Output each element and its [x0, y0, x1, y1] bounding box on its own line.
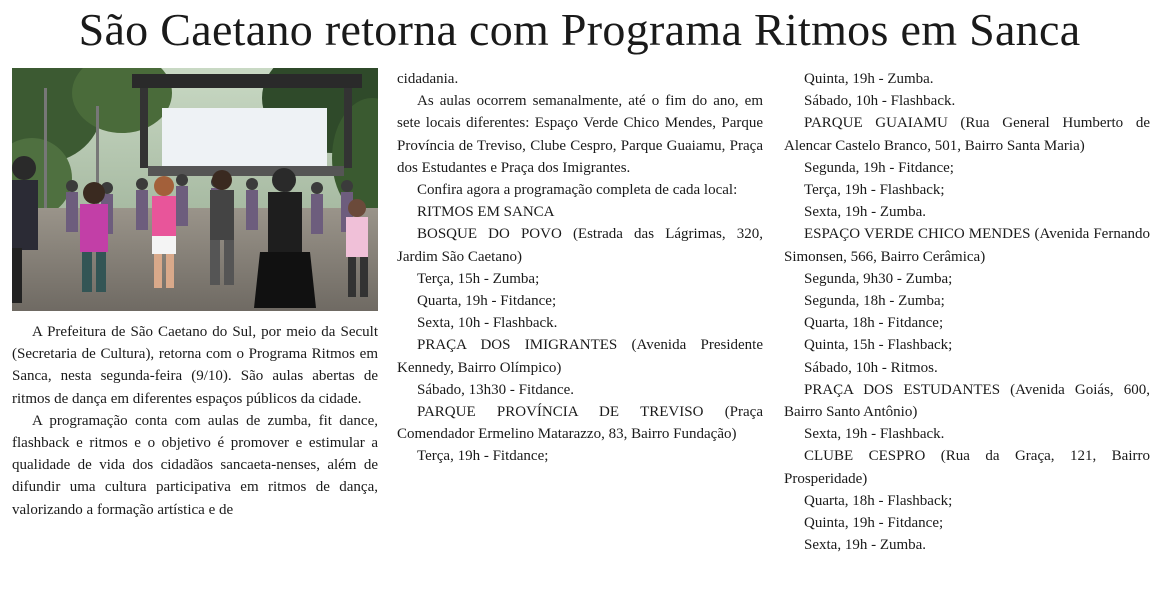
- column-3: [784, 68, 1150, 556]
- location-praca-dos-estudantes: PRAÇA DOS ESTUDANTES (Avenida Goiás, 600, Bairro Santo Antônio): [784, 381, 1150, 421]
- schedule-item: Sábado, 10h - Ritmos.: [804, 359, 938, 376]
- location-chico-mendes: ESPAÇO VERDE CHICO MENDES (Avenida Fernando Simonsen, 566, Bairro Cerâmica): [784, 226, 1150, 265]
- headline: São Caetano retorna com Programa Ritmos em Sanca: [78, 4, 1081, 55]
- schedule-item: Quinta, 15h - Flashback;: [804, 337, 953, 354]
- article-photo: [12, 68, 378, 311]
- schedule-item: Sexta, 19h - Zumba.: [804, 204, 927, 221]
- schedule-item: Quarta, 19h - Fitdance;: [417, 293, 557, 310]
- location-bosque-do-povo: BOSQUE DO POVO (Estrada das Lágrimas, 320, Jardim São Caetano): [397, 226, 763, 265]
- schedule-item: Quarta, 18h - Fitdance;: [804, 315, 944, 332]
- paragraph-intro: A Prefeitura de São Caetano do Sul, por meio da Secult (Secretaria de Cultura), retorna com o Programa Ritmos em Sanca, nesta segunda-feira (9/10). São aulas abertas de ritmos de dança em diferentes espaços públicos da cidade.: [12, 324, 378, 407]
- schedule-item: Segunda, 18h - Zumba;: [804, 293, 945, 310]
- schedule-item: Segunda, 19h - Fitdance;: [804, 159, 954, 176]
- schedule-item: Terça, 19h - Fitdance;: [417, 448, 549, 465]
- column-1: [12, 321, 378, 521]
- paragraph-continuation: cidadania.: [397, 71, 459, 87]
- dance-class-photo: [12, 68, 378, 311]
- schedule-item: Segunda, 9h30 - Zumba;: [804, 270, 953, 287]
- paragraph-confira: Confira agora a programação completa de cada local:: [417, 182, 738, 199]
- location-parque-treviso: PARQUE PROVÍNCIA DE TREVISO (Praça Comendador Ermelino Matarazzo, 83, Bairro Fundação): [397, 404, 763, 443]
- column-2: [397, 68, 763, 468]
- schedule-item: Sábado, 10h - Flashback.: [804, 93, 956, 110]
- paragraph-locais: As aulas ocorrem semanalmente, até o fim do ano, em sete locais diferentes: Espaço Verde Chico Mendes, Parque Província de Treviso, Clube Cespro, Parque Guaiamu, Praça dos Estudantes e Praça dos Imigrantes.: [397, 93, 763, 176]
- schedule-item: Terça, 15h - Zumba;: [417, 270, 540, 287]
- schedule-item: Quinta, 19h - Zumba.: [804, 71, 934, 87]
- schedule-item: Quarta, 18h - Flashback;: [804, 492, 953, 509]
- schedule-item: Sábado, 13h30 - Fitdance.: [417, 381, 575, 398]
- paragraph-programacao: A programação conta com aulas de zumba, fit dance, flashback e ritmos e o objetivo é promover e estimular a qualidade de vida dos cidadãos sancaeta-nenses, além de difundir uma cultura participativa em ritmos de dança, valorizando a formação artística e de: [12, 412, 378, 518]
- location-clube-cespro: CLUBE CESPRO (Rua da Graça, 121, Bairro Prosperidade): [784, 448, 1150, 487]
- location-parque-guaiamu: PARQUE GUAIAMU (Rua General Humberto de Alencar Castelo Branco, 501, Bairro Santa Maria): [784, 115, 1150, 154]
- schedule-item: Sexta, 19h - Flashback.: [804, 426, 945, 443]
- schedule-item: Quinta, 19h - Fitdance;: [804, 515, 944, 532]
- schedule-item: Sexta, 19h - Zumba.: [804, 537, 927, 554]
- schedule-item: Terça, 19h - Flashback;: [804, 182, 945, 199]
- schedule-item: Sexta, 10h - Flashback.: [417, 315, 558, 332]
- section-title: RITMOS EM SANCA: [417, 204, 555, 221]
- location-praca-dos-imigrantes: PRAÇA DOS IMIGRANTES (Avenida Presidente Kennedy, Bairro Olímpico): [397, 337, 763, 376]
